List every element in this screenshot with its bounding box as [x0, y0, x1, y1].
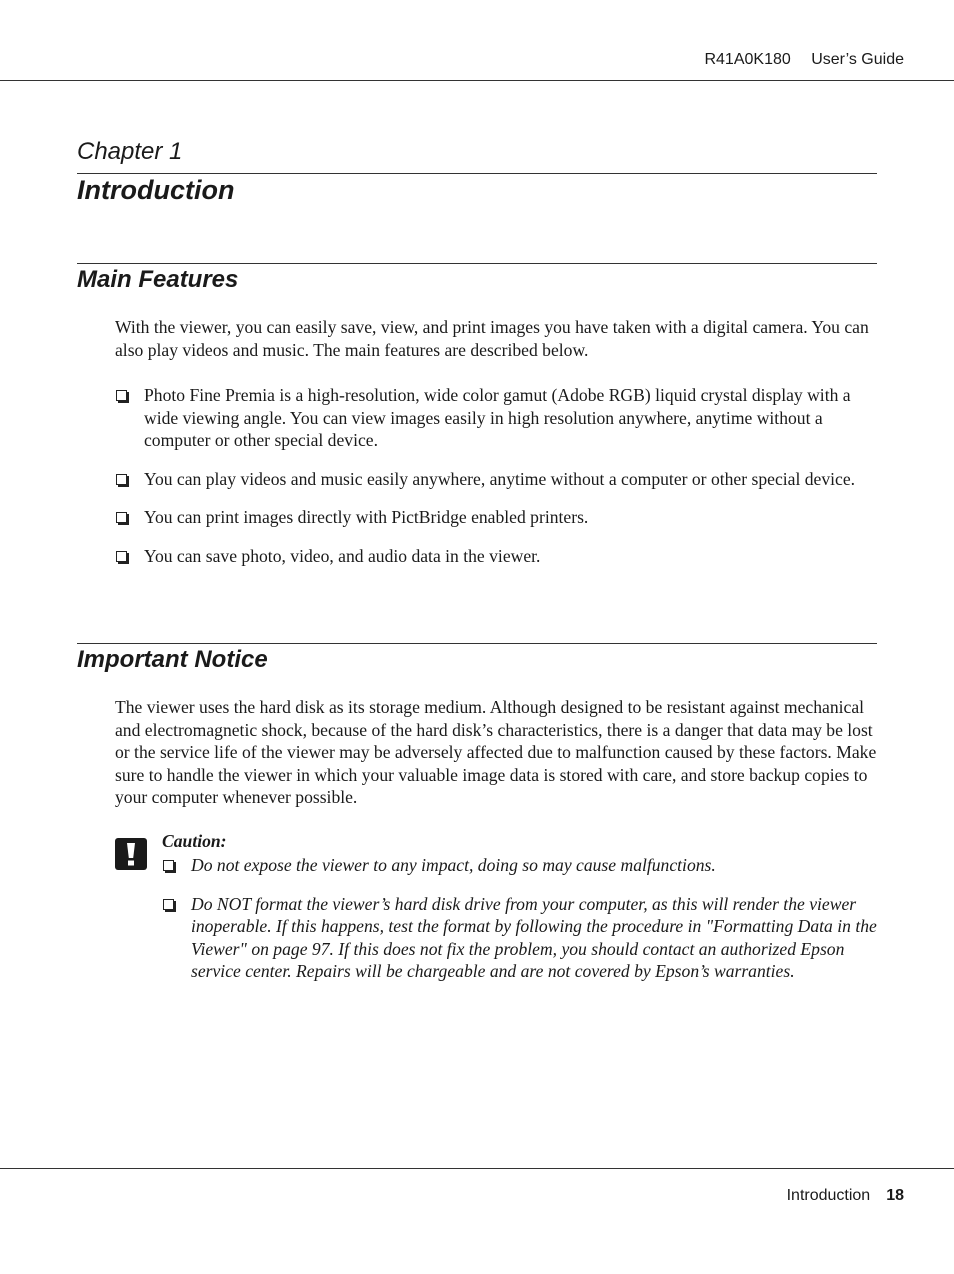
list-item-text: You can print images directly with PictBridge enabled printers.	[144, 507, 589, 528]
list-item	[115, 506, 880, 529]
checkbox-bullet-icon	[116, 551, 127, 562]
list-item	[115, 545, 880, 568]
list-item-text: Do NOT format the viewer’s hard disk drive from your computer, as this will render the viewer inoperable. If this happens, test the format by following the procedure in "Formatting Data in the Viewer" on page 97. If this does not fix the problem, you should contact an authorized Epson service center. Repairs will be chargeable and are not covered by Epson’s warranties.	[191, 893, 877, 982]
list-item-text: You can play videos and music easily anywhere, anytime without a computer or other special device.	[144, 468, 856, 489]
list-item-text: Photo Fine Premia is a high-resolution, wide color gamut (Adobe RGB) liquid crystal display with a wide viewing angle. You can view images easily in high resolution anywhere, anytime without a computer or other special device.	[144, 385, 851, 451]
running-footer	[787, 1187, 904, 1205]
chapter-title: Introduction	[77, 175, 235, 205]
section-divider	[77, 643, 877, 644]
checkbox-bullet-icon	[116, 390, 127, 401]
list-item-text: Do not expose the viewer to any impact, doing so may cause malfunctions.	[191, 855, 716, 875]
list-item	[162, 893, 880, 983]
footer-section-name: Introduction	[786, 1187, 871, 1204]
running-header	[704, 51, 904, 69]
header-divider	[0, 80, 954, 81]
footer-divider	[0, 1168, 954, 1169]
notice-paragraph: The viewer uses the hard disk as its storage medium. Although designed to be resistant against mechanical and electromagnetic shock, because of the hard disk’s characteristics, there is a danger that data may be lost or the service life of the viewer may be adversely affected due to malfunction caused by these factors. Make sure to handle the viewer in which your valuable image data is stored with care, and store backup copies to your computer whenever possible.	[115, 697, 877, 808]
chapter-label: Chapter 1	[77, 138, 183, 165]
features-list	[115, 384, 880, 584]
checkbox-bullet-icon	[116, 512, 127, 523]
section-heading-main-features: Main Features	[77, 266, 239, 293]
checkbox-bullet-icon	[163, 860, 174, 871]
caution-label: Caution:	[162, 831, 227, 851]
section-heading-important-notice: Important Notice	[77, 646, 268, 673]
list-item-text: You can save photo, video, and audio data in the viewer.	[144, 545, 541, 566]
caution-list	[162, 854, 880, 999]
intro-paragraph: With the viewer, you can easily save, view, and print images you have taken with a digital camera. You can also play videos and music. The main features are described below.	[115, 317, 869, 360]
list-item	[115, 384, 880, 452]
list-item	[115, 468, 880, 491]
checkbox-bullet-icon	[163, 899, 174, 910]
document-code: R41A0K180	[704, 51, 791, 68]
list-item	[162, 854, 880, 877]
checkbox-bullet-icon	[116, 474, 127, 485]
chapter-divider	[77, 173, 877, 174]
caution-exclamation-icon	[115, 838, 147, 870]
page-number: 18	[886, 1187, 904, 1204]
section-divider	[77, 263, 877, 264]
guide-title: User’s Guide	[811, 51, 904, 68]
